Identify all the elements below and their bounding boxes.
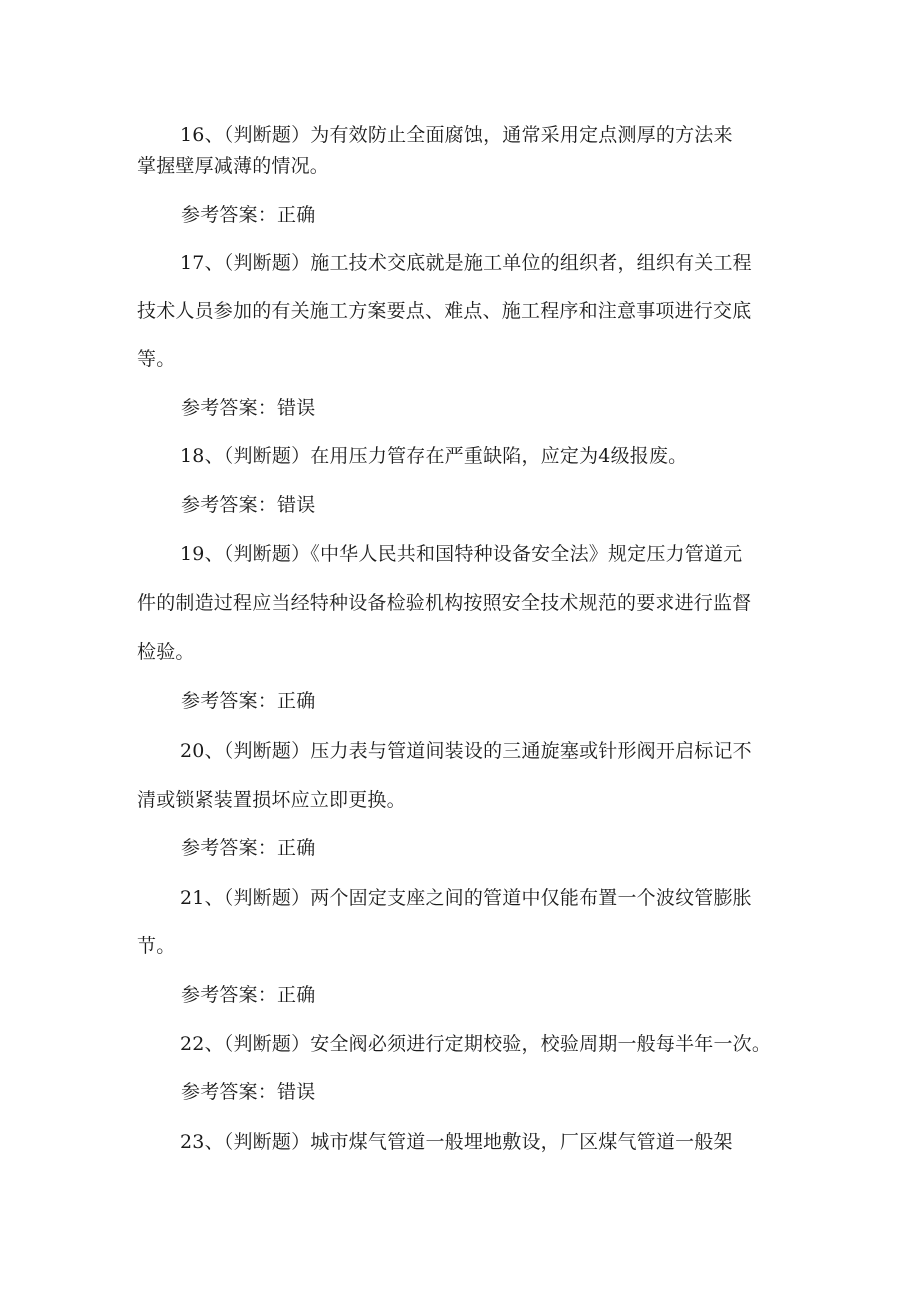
answer-21: 参考答案：正确 bbox=[181, 984, 316, 1006]
answer-22: 参考答案：错误 bbox=[181, 1081, 316, 1103]
answer-19: 参考答案：正确 bbox=[181, 690, 316, 712]
question-23-line-1: 23、（判断题）城市煤气管道一般埋地敷设，厂区煤气管道一般架 bbox=[180, 1131, 733, 1153]
question-17-line-2: 技术人员参加的有关施工方案要点、难点、施工程序和注意事项进行交底 bbox=[137, 300, 752, 322]
answer-16: 参考答案：正确 bbox=[181, 204, 316, 226]
question-21-line-2: 节。 bbox=[137, 935, 176, 957]
question-21-line-1: 21、（判断题）两个固定支座之间的管道中仅能布置一个波纹管膨胀 bbox=[180, 887, 752, 909]
question-20-line-2: 清或锁紧装置损坏应立即更换。 bbox=[137, 789, 406, 811]
question-19-line-1: 19、（判断题）《中华人民共和国特种设备安全法》规定压力管道元 bbox=[180, 543, 743, 565]
question-16-line-2: 掌握壁厚减薄的情况。 bbox=[137, 155, 330, 177]
question-16-line-1: 16、（判断题）为有效防止全面腐蚀，通常采用定点测厚的方法来 bbox=[180, 124, 733, 146]
question-20-line-1: 20、（判断题）压力表与管道间装设的三通旋塞或针形阀开启标记不 bbox=[180, 740, 752, 762]
question-19-line-2: 件的制造过程应当经特种设备检验机构按照安全技术规范的要求进行监督 bbox=[137, 592, 752, 614]
question-17-line-3: 等。 bbox=[137, 348, 176, 370]
question-22-line-1: 22、（判断题）安全阀必须进行定期校验，校验周期一般每半年一次。 bbox=[180, 1033, 772, 1055]
answer-18: 参考答案：错误 bbox=[181, 494, 316, 516]
question-19-line-3: 检验。 bbox=[137, 641, 195, 663]
question-17-line-1: 17、（判断题）施工技术交底就是施工单位的组织者，组织有关工程 bbox=[180, 252, 752, 274]
answer-17: 参考答案：错误 bbox=[181, 397, 316, 419]
answer-20: 参考答案：正确 bbox=[181, 837, 316, 859]
question-18-line-1: 18、（判断题）在用压力管存在严重缺陷，应定为4级报废。 bbox=[180, 445, 688, 467]
